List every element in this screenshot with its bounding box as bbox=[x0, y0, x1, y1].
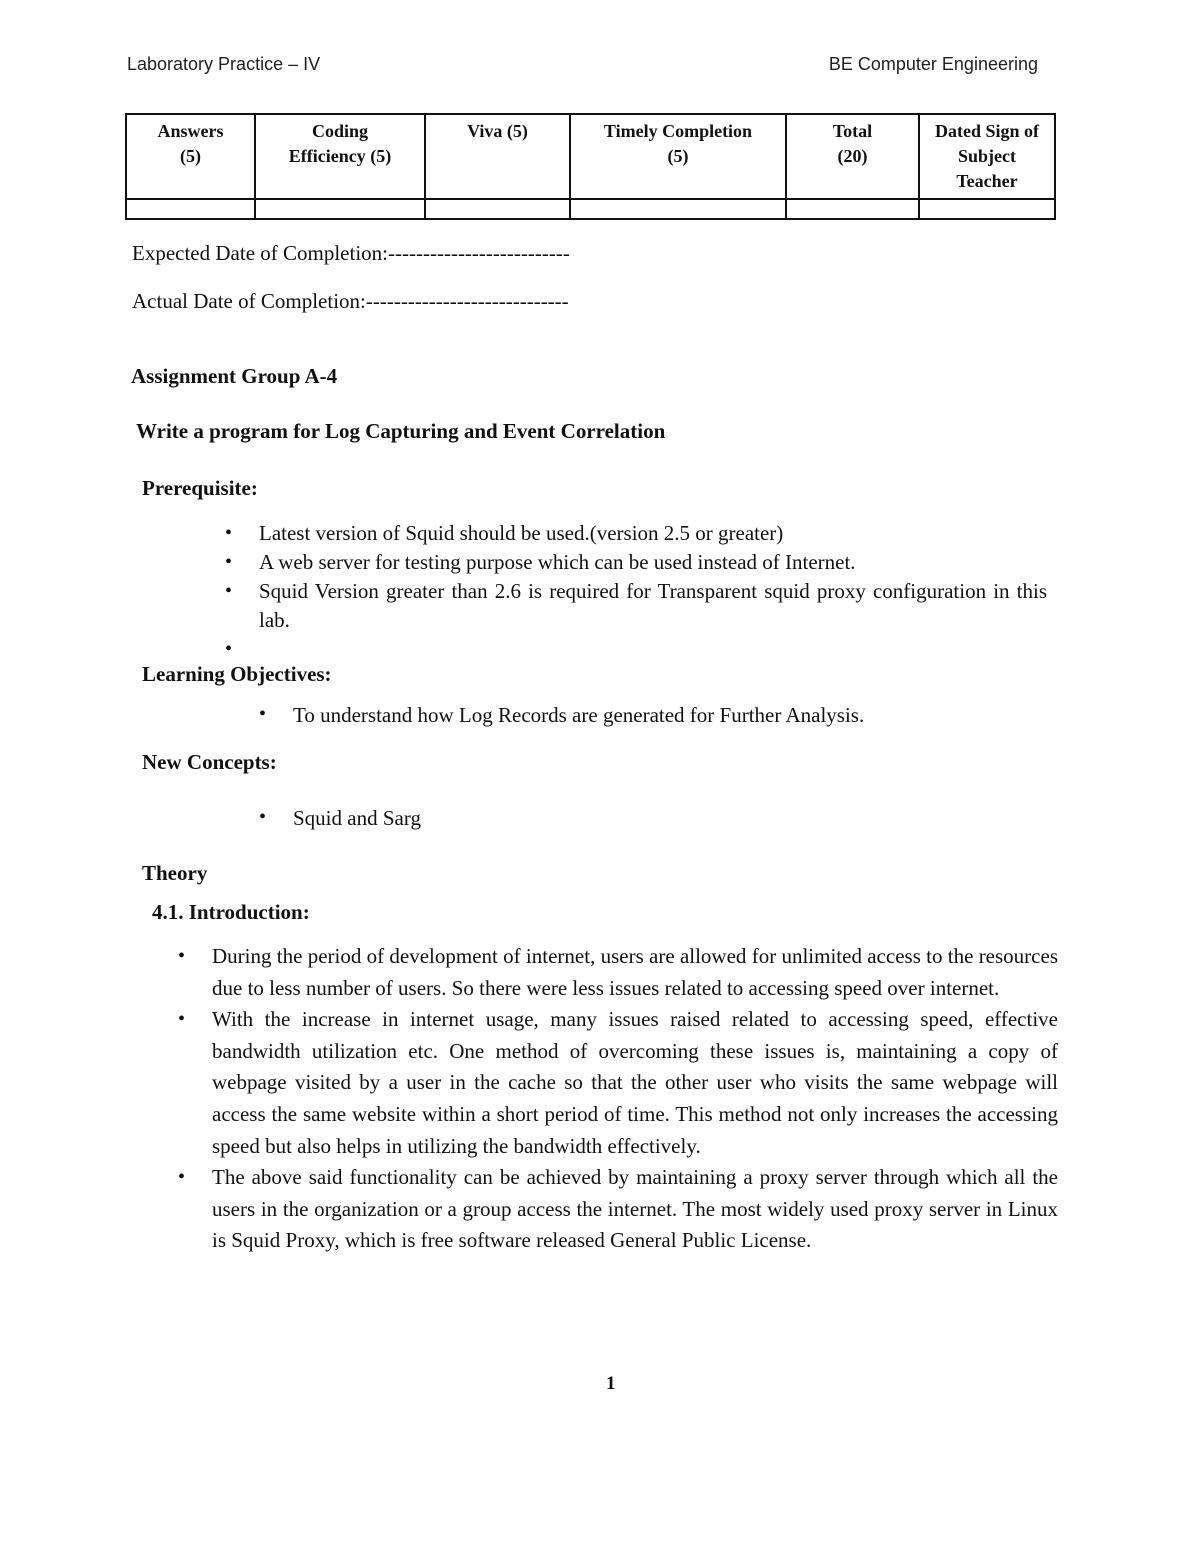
concepts-list bbox=[293, 806, 421, 831]
list-item: • A web server for testing purpose which can be used instead of Internet. bbox=[259, 548, 1047, 577]
assignment-title: Write a program for Log Capturing and Event Correlation bbox=[136, 419, 666, 443]
objectives-heading: Learning Objectives: bbox=[142, 662, 332, 686]
cell bbox=[425, 199, 570, 219]
grading-table bbox=[125, 113, 1056, 220]
expected-date: Expected Date of Completion:-------------------------- bbox=[132, 241, 570, 265]
prerequisite-list bbox=[259, 519, 1047, 664]
list-item: • With the increase in internet usage, many issues raised related to accessing speed, effective bandwidth utilization etc. One method of overcoming these issues is, maintaining a copy of webpage visited by a user in the cache so that the other user who visits the same webpage will access the same website within a short period of time. This method not only increases the accessing speed but also helps in utilizing the bandwidth effectively. bbox=[212, 1004, 1058, 1162]
assignment-group: Assignment Group A-4 bbox=[131, 364, 338, 388]
cell bbox=[786, 199, 919, 219]
objectives-list bbox=[293, 703, 864, 728]
col-answers: Answers (5) bbox=[126, 114, 255, 199]
list-item: • Squid Version greater than 2.6 is required for Transparent squid proxy configuration in this lab. bbox=[259, 577, 1047, 635]
prerequisite-heading: Prerequisite: bbox=[142, 476, 258, 500]
cell bbox=[919, 199, 1055, 219]
cell bbox=[126, 199, 255, 219]
actual-date: Actual Date of Completion:----------------------------- bbox=[132, 289, 569, 313]
list-item bbox=[259, 635, 1047, 664]
cell bbox=[255, 199, 425, 219]
header-left: Laboratory Practice – IV bbox=[127, 54, 321, 74]
col-total: Total (20) bbox=[786, 114, 919, 199]
list-item: • During the period of development of internet, users are allowed for unlimited access to the resources due to less number of users. So there were less issues related to accessing speed over internet. bbox=[212, 941, 1058, 1004]
col-viva: Viva (5) bbox=[425, 114, 570, 199]
introduction-heading: 4.1. Introduction: bbox=[152, 900, 310, 924]
col-coding: Coding Efficiency (5) bbox=[255, 114, 425, 199]
list-item: • The above said functionality can be achieved by maintaining a proxy server through which all the users in the organization or a group access the internet. The most widely used proxy server in Linux is Squid Proxy, which is free software released General Public License. bbox=[212, 1162, 1058, 1257]
theory-list bbox=[212, 941, 1058, 1257]
list-item: • Latest version of Squid should be used.(version 2.5 or greater) bbox=[259, 519, 1047, 548]
header-right: BE Computer Engineering bbox=[828, 54, 1038, 74]
col-sign: Dated Sign of Subject Teacher bbox=[919, 114, 1055, 199]
list-item: • To understand how Log Records are generated for Further Analysis. bbox=[293, 703, 864, 728]
col-timely: Timely Completion (5) bbox=[570, 114, 786, 199]
cell bbox=[570, 199, 786, 219]
concepts-heading: New Concepts: bbox=[142, 750, 277, 774]
page-number: 1 bbox=[606, 1373, 616, 1394]
theory-heading: Theory bbox=[142, 861, 208, 885]
list-item: • Squid and Sarg bbox=[293, 806, 421, 831]
